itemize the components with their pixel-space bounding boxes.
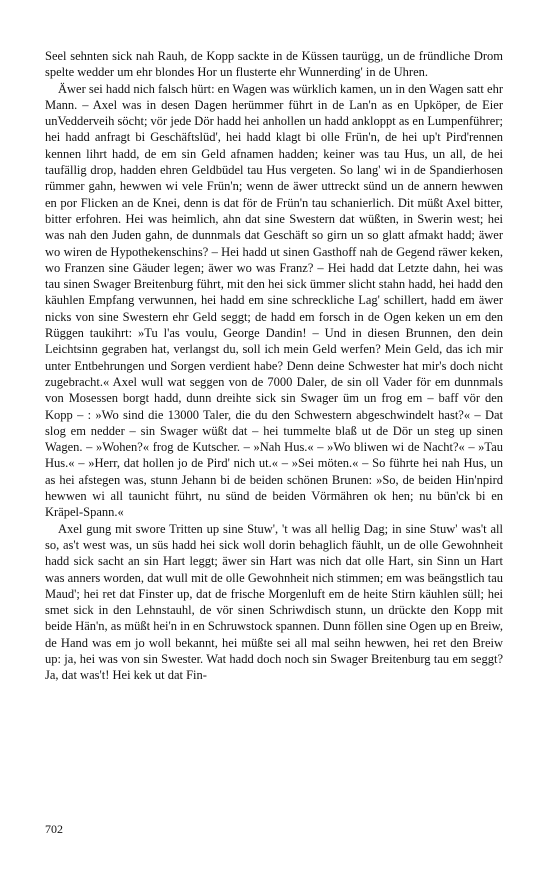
paragraph-3: Axel gung mit swore Tritten up sine Stuw', 't was all hellig Dag; in sine Stuw' was't all so, as't west was, un süs hadd hei sick woll dorin behaglich fäuhlt, un de olle Gewohnheit hadd sick sacht an sin Hart leggt; äwer sin Hart was nich dat olle Hart, sin Sinn un Hart was anners worden, dat wull mit de olle Gewohnheit nich stimmen; em was beängstlich tau Maud'; hei ret dat Finster up, dat de frische Morgenluft em de heite Stirn käuhlen süll; hei smet sick in den Lehnstauhl, de vör sinen Schriwdisch stunn, un drückte den Kopp mit beide Hän'n, as müßt hei'n in en Schruwstock spannen. Dunn föllen sine Ogen up en Breiw, de Hand was em jo woll bekannt, hei müßte sei all mal seihn hewwen, hei ret den Breiw up: ja, hei was von sin Swester. Wat hadd doch noch sin Swager Breitenburg tau em seggt? Ja, dat was't! Hei kek ut dat Fin- xyxy=(45,521,503,683)
page-number: 702 xyxy=(45,822,63,836)
page-text xyxy=(45,48,503,684)
paragraph-2: Äwer sei hadd nich falsch hürt: en Wagen was würklich kamen, un in den Wagen satt ehr Mann. – Axel was in desen Dagen herümmer führt in de Lan'n as en Upköper, de Eier unVedderveih söcht; vör jede Dör hadd hei anhollen un hadd ankloppt as en Lumpenführer; hei hadd anfragt bi Geschäftslüd', hei hadd klagt bi olle Frün'n, de hei up't Pird'rennen kennen lihrt hadd, de em sin Geld afnamen hadden; keiner was tau Hus, un all, de hei taufällig drop, hadden ehren Geldbüdel tau Hus vergeten. So lang' wi in de Spandierhosen rümmer gahn, hewwen wi vele Frün'n; wenn de äwer uttreckt sünd un de annern hewwen en por Flicken an de Knei, denn is dat för de Frün'n tau schanierlich. Dit müßt Axel bitter, bitter erfohren. Hei was heimlich, ahn dat sine Swestern dat wüßten, in Swerin west; hei was nah den Juden gahn, de dunnmals dat Geschäft so girn un so glatt afmakt hadd; äwer wo wiren de Hypothekenschins? – Hei hadd ut sinen Gasthoff nah de Gegend räwer keken, wo Franzen sine Gäuder legen; äwer wo was Franz? – Hei hadd dat Letzte dahn, hei was tau sinen Swager Breitenburg führt, mit den hei sick ümmer slicht stahn hadd, hei hadd den käuhlen Empfang verwunnen, hei hadd em sine schreckliche Lag' schillert, hadd em äwer nicks von sine Swestern ehr Geld seggt; de hadd em forsch in de Ogen keken un em den Rüggen taukihrt: »Tu l'as voulu, George Dandin! – Und in diesen Brunnen, den dein Leichtsinn gegraben hat, verlangst du, soll ich mein Geld werfen? Mein Geld, das ich mir unter Entbehrungen und Sorgen verdient habe? Denn deine Schwester hat mir's doch nicht zugebracht.« Axel wull wat seggen von de 7000 Daler, de sin oll Vader för em dunnmals von Mosessen borgt hadd, dunn dreihte sick sin Swager üm un frog em – baff vör den Kopp – : »Wo sind die 13000 Taler, die du den Schwestern abgeschwindelt hast?« – Dat slog em nedder – sin Swager wüßt dat – hei tummelte blaß ut de Dör un steg up sinen Wagen. – »Wohen?« frog de Kutscher. – »Nah Hus.« – »Wo bliwen wi de Nacht?« – »Tau Hus.« – »Herr, dat hollen jo de Pird' nich ut.« – »Sei möten.« – So führte hei nah Hus, un as hei afstegen was, stunn Jehann bi de beiden schönen Brunen: »So, de beiden Hin'npird hewwen wi all taunicht führt, nu sünd de beiden Vörmähren ok hen; nu bün'ck bi en Kräpel-Spann.« xyxy=(45,81,503,520)
paragraph-1: Seel sehnten sick nah Rauh, de Kopp sackte in de Küssen taurügg, un de fründliche Drom spelte wedder um ehr blondes Hor un flusterte ehr Wunnerding' in de Uhren. xyxy=(45,49,503,80)
